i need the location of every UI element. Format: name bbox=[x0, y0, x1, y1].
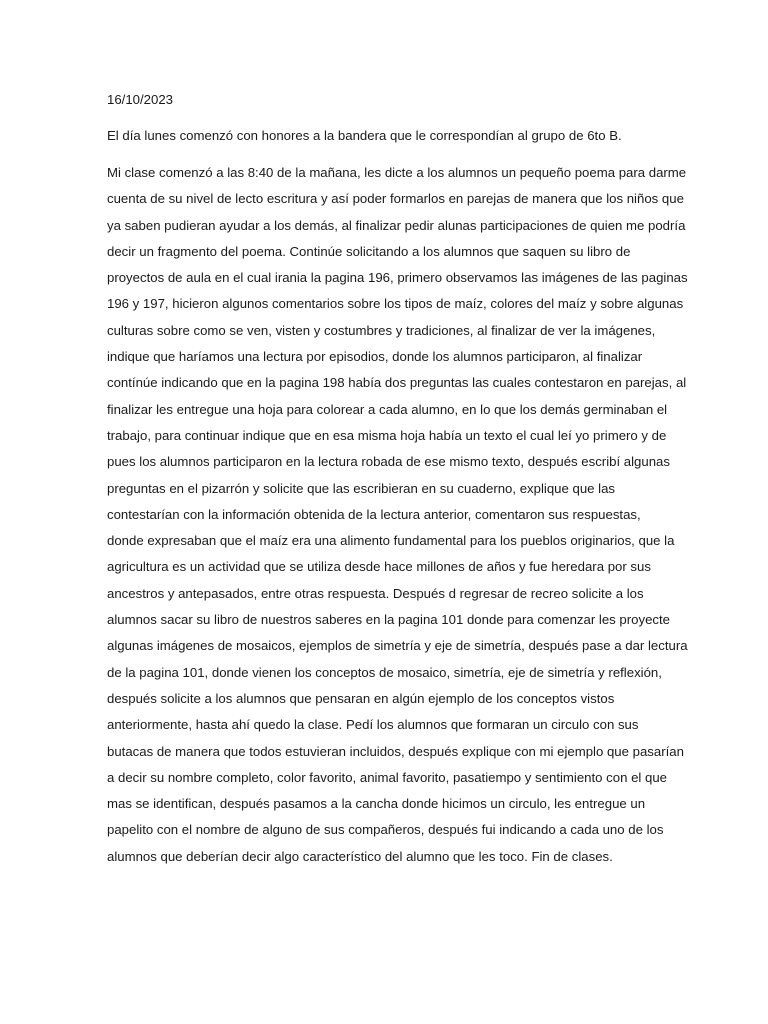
paragraph-line: preguntas en el pizarrón y solicite que las escribieran en su cuaderno, explique que las bbox=[107, 480, 616, 496]
paragraph-line: agricultura es un actividad que se utiliza desde hace millones de años y fue heredara por sus bbox=[107, 559, 651, 575]
paragraph-line: contínúe indicando que en la pagina 198 había dos preguntas las cuales contestaron en parejas, al bbox=[107, 375, 687, 391]
paragraph-line: culturas sobre como se ven, visten y costumbres y tradiciones, al finalizar de ver la imágenes, bbox=[107, 322, 656, 338]
paragraph-line: pues los alumnos participaron en la lectura robada de ese mismo texto, después escribí algunas bbox=[107, 454, 670, 470]
paragraph-line: anteriormente, hasta ahí quedo la clase. Pedí los alumnos que formaran un circulo con sus bbox=[107, 717, 639, 733]
paragraph-line: finalizar les entregue una hoja para colorear a cada alumno, en lo que los demás germinaban el bbox=[107, 401, 668, 417]
paragraph-line: 196 y 197, hicieron algunos comentarios sobre los tipos de maíz, colores del maíz y sobre algunas bbox=[107, 296, 684, 312]
paragraph-line: de la pagina 101, donde vienen los conceptos de mosaico, simetría, eje de simetría y reflexión, bbox=[107, 664, 662, 680]
paragraph-line: proyectos de aula en el cual irania la pagina 196, primero observamos las imágenes de las paginas bbox=[107, 270, 688, 286]
paragraph-line: después solicite a los alumnos que pensaran en algún ejemplo de los conceptos vistos bbox=[107, 690, 615, 706]
paragraph-line: donde expresaban que el maíz era una alimento fundamental para los pueblos originarios, que la bbox=[107, 533, 675, 549]
document-content bbox=[107, 88, 688, 870]
paragraph-line: ya saben pudieran ayudar a los demás, al finalizar pedir alunas participaciones de quien me podría bbox=[107, 217, 686, 233]
paragraph-line: mas se identifican, después pasamos a la cancha donde hicimos un circulo, les entregue un bbox=[107, 796, 646, 812]
paragraph-line: a decir su nombre completo, color favorito, animal favorito, pasatiempo y sentimiento con el que bbox=[107, 769, 668, 785]
paragraph-line: contestarían con la información obtenida de la lectura anterior, comentaron sus respuestas, bbox=[107, 506, 641, 522]
paragraph-line: algunas imágenes de mosaicos, ejemplos de simetría y eje de simetría, después pase a dar lectura bbox=[107, 638, 688, 654]
paragraph-line: alumnos que deberían decir algo característico del alumno que les toco. Fin de clases. bbox=[107, 848, 613, 864]
paragraph-line: Mi clase comenzó a las 8:40 de la mañana, les dicte a los alumnos un pequeño poema para darme bbox=[107, 165, 687, 180]
paragraph-line: indique que haríamos una lectura por episodios, donde los alumnos participaron, al finalizar bbox=[107, 349, 643, 365]
document-date: 16/10/2023 bbox=[107, 92, 174, 107]
paragraph-line: ancestros y antepasados, entre otras respuesta. Después d regresar de recreo solicite a los bbox=[107, 585, 644, 601]
body-paragraph bbox=[107, 160, 688, 870]
intro-paragraph: El día lunes comenzó con honores a la bandera que le correspondían al grupo de 6to B. bbox=[107, 128, 622, 143]
paragraph-line: decir un fragmento del poema. Continúe solicitando a los alumnos que saquen su libro de bbox=[107, 243, 631, 259]
paragraph-line: butacas de manera que todos estuvieran incluidos, después explique con mi ejemplo que pasarían bbox=[107, 743, 684, 759]
paragraph-line: trabajo, para continuar indique que en esa misma hoja había un texto el cual leí yo primero y de bbox=[107, 427, 667, 443]
paragraph-line: alumnos sacar su libro de nuestros saberes en la pagina 101 donde para comenzar les proyecte bbox=[107, 612, 671, 628]
paragraph-line: papelito con el nombre de alguno de sus compañeros, después fui indicando a cada uno de los bbox=[107, 822, 664, 838]
paragraph-line: cuenta de su nivel de lecto escritura y así poder formarlos en parejas de manera que los niños que bbox=[107, 191, 684, 207]
